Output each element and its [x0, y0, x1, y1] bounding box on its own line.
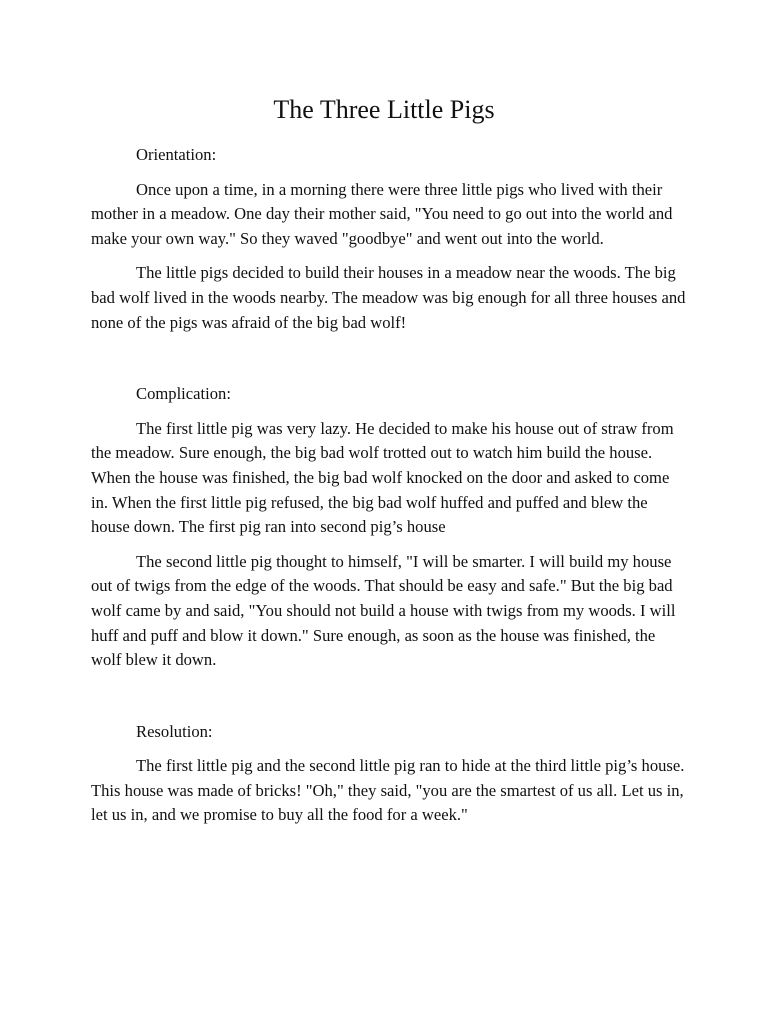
section-label-complication: Complication:	[136, 384, 231, 404]
section-label-resolution: Resolution:	[136, 721, 213, 741]
paragraph-complication-1: The first little pig was very lazy. He decided to make his house out of straw from the meadow. Sure enough, the big bad wolf trotted out to watch him build the house. When the house was finished, the big bad wolf knocked on the door and asked to come in. When the first little pig refused, the big bad wolf huffed and puffed and blew the house down. The first pig ran into second pig’s house	[91, 418, 674, 537]
paragraph-orientation-1: Once upon a time, in a morning there were three little pigs who lived with their mother in a meadow. One day their mother said, "You need to go out into the world and make your own way." So they waved "goodbye" and went out into the world.	[91, 179, 673, 248]
section-spacer	[91, 683, 687, 720]
paragraph-orientation-2: The little pigs decided to build their houses in a meadow near the woods. The big bad wolf lived in the woods nearby. The meadow was big enough for all three houses and none of the pigs was afraid of the big bad wolf!	[91, 263, 686, 332]
document-title: The Three Little Pigs	[273, 95, 495, 124]
paragraph-complication-2: The second little pig thought to himself, "I will be smarter. I will build my house out of twigs from the edge of the woods. That should be easy and safe." But the big bad wolf came by and said, "You should not build a house with twigs from my woods. I will huff and puff and blow it down." Sure enough, as soon as the house was finished, the wolf blew it down.	[91, 551, 676, 670]
section-label-orientation: Orientation:	[136, 145, 217, 164]
document-body	[91, 143, 687, 838]
section-spacer	[91, 345, 687, 382]
paragraph-resolution-1: The first little pig and the second little pig ran to hide at the third little pig’s house. This house was made of bricks! "Oh," they said, "you are the smartest of us all. Let us in, let us in, and we promise to buy all the food for a week."	[91, 756, 685, 825]
